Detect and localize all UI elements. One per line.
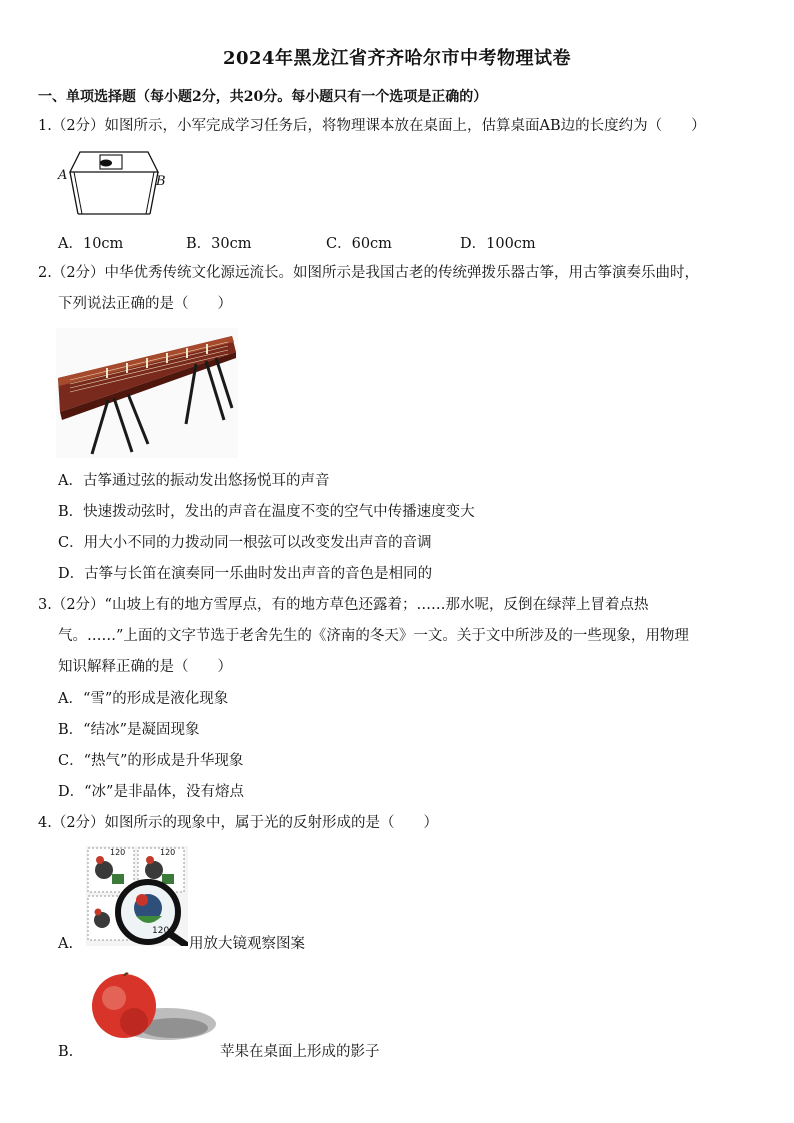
q2-option-a[interactable]: A．古筝通过弦的振动发出悠扬悦耳的声音: [58, 473, 330, 489]
q2-option-d[interactable]: D．古筝与长笛在演奏同一乐曲时发出声音的音色是相同的: [58, 566, 433, 582]
q3-option-d[interactable]: D．“冰”是非晶体，没有熔点: [58, 784, 244, 800]
apple-icon: [86, 970, 218, 1062]
q1-option-c[interactable]: C．60cm: [326, 236, 392, 252]
q3-stem-line1: 3.（2分）“山坡上有的地方雪厚点，有的地方草色还露着；……那水呢，反倒在绿萍上冒着点热: [38, 597, 649, 613]
q1-option-a[interactable]: A．10cm: [58, 236, 124, 252]
section-heading: 一、单项选择题（每小题2分，共20分。每小题只有一个选项是正确的）: [38, 89, 488, 105]
stamp-value-2: 120: [160, 848, 176, 857]
stamp-value-3: 120: [152, 926, 170, 936]
q1-option-d[interactable]: D．100cm: [460, 236, 536, 252]
guzheng-image: [56, 328, 238, 458]
label-b: B: [156, 174, 166, 189]
q2-stem-line1: 2.（2分）中华优秀传统文化源远流长。如图所示是我国古老的传统弹拨乐器古筝，用古筝演奏乐曲时，: [38, 265, 700, 281]
q1-options: [58, 232, 536, 253]
q4-option-a-letter[interactable]: A.: [58, 936, 74, 952]
q1-option-b[interactable]: B．30cm: [186, 236, 252, 252]
q3-stem-line3: 知识解释正确的是（ ）: [58, 659, 232, 675]
stamp-value-1: 120: [110, 848, 126, 857]
q2-option-c[interactable]: C．用大小不同的力拨动同一根弦可以改变发出声音的音调: [58, 535, 432, 551]
q1-desk-figure: [56, 148, 176, 218]
q4-stem: 4.（2分）如图所示的现象中，属于光的反射形成的是（ ）: [38, 815, 439, 831]
apple-shadow-image: [86, 970, 218, 1062]
q4-option-a-text: 用放大镜观察图案: [189, 936, 305, 952]
q3-option-c[interactable]: C．“热气”的形成是升华现象: [58, 753, 244, 769]
magnifier-icon: [86, 846, 188, 946]
q3-option-a[interactable]: A．“雪”的形成是液化现象: [58, 691, 229, 707]
q2-option-b[interactable]: B．快速拨动弦时，发出的声音在温度不变的空气中传播速度变大: [58, 504, 475, 520]
q2-stem-line2: 下列说法正确的是（ ）: [58, 296, 232, 312]
page-title: 2024年黑龙江省齐齐哈尔市中考物理试卷: [222, 48, 572, 69]
q3-option-b[interactable]: B．“结冰”是凝固现象: [58, 722, 200, 738]
guzheng-icon: [56, 328, 238, 458]
q4-option-b-letter[interactable]: B.: [58, 1044, 74, 1060]
q1-stem: 1.（2分）如图所示，小军完成学习任务后，将物理课本放在桌面上，估算桌面AB边的长度约为（ ）: [38, 118, 706, 134]
q4-option-b-text: 苹果在桌面上形成的影子: [220, 1044, 380, 1060]
magnifier-stamps-image: [86, 846, 188, 946]
label-a: A: [58, 168, 68, 183]
q3-stem-line2: 气。……”上面的文字节选于老舍先生的《济南的冬天》一文。关于文中所涉及的一些现象，用物理: [58, 628, 689, 644]
